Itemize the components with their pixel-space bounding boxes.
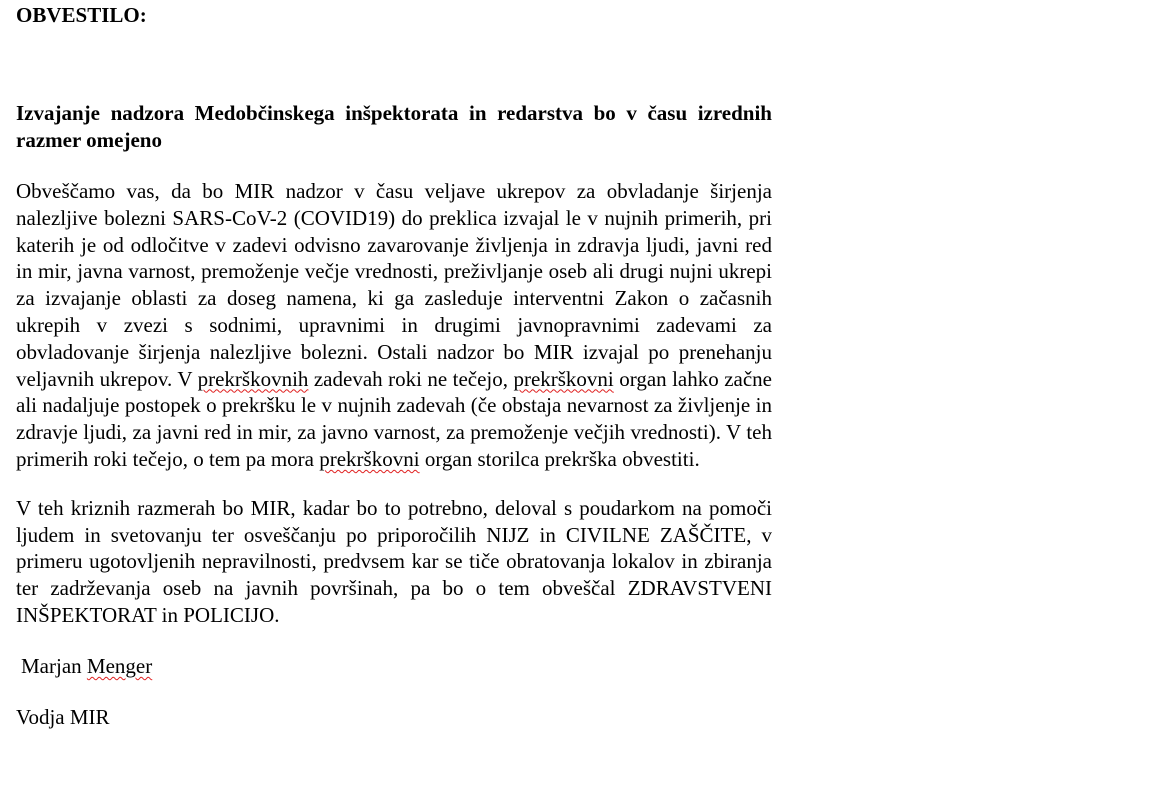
paragraph-1-text-a: Obveščamo vas, da bo MIR nadzor v času veljave ukrepov za obvladanje širjenja nalezljive bolezni SARS-CoV-2 (COVID19) do preklica izvajal le v nujnih primerih, pri katerih je od odločitve v zadevi odvisno zavarovanje življenja in zdravja ljudi, javni red in mir, javna varnost, premoženje večje vrednosti, preživljanje oseb ali drugi nujni ukrepi za izvajanje oblasti za doseg namena, ki ga zasleduje interventni Zakon o začasnih ukrepih v zvezi s sodnimi, upravnimi in drugimi javnopravnimi zadevami za obvladovanje širjenja nalezljive bolezni. Ostali nadzor bo MIR izvajal po prenehanju veljavnih ukrepov. V [16, 179, 772, 391]
paragraph-1 [16, 178, 772, 473]
document-page [16, 0, 772, 731]
signature-name [16, 653, 772, 680]
paragraph-2: V teh kriznih razmerah bo MIR, kadar bo to potrebno, deloval s poudarkom na pomoči ljudem in svetovanju ter osveščanju po priporočilih NIJZ in CIVILNE ZAŠČITE, v primeru ugotovljenih nepravilnosti, predvsem kar se tiče obratovanja lokalov in zbiranja ter zadrževanja oseb na javnih površinah, pa bo o tem obveščal ZDRAVSTVENI INŠPEKTORAT in POLICIJO. [16, 495, 772, 627]
document-headline: Izvajanje nadzora Medobčinskega inšpektorata in redarstva bo v času izrednih razmer omejeno [16, 101, 772, 152]
spelling-flagged-word: prekrškovni [513, 366, 614, 391]
paragraph-1-text-d: organ storilca prekrška obvestiti. [419, 446, 700, 471]
signature-title: Vodja MIR [16, 704, 110, 729]
paragraph-1-text-c: organ lahko začne ali nadaljuje postopek o prekršku le v nujnih zadevah (če obstaja nevarnost za življenje in zdravje ljudi, za javni red in mir, za javno varnost, za premoženje večjih vrednosti). V teh primerih roki tečejo, o tem pa mora [16, 366, 772, 471]
signature-first-name: Marjan [21, 653, 82, 678]
paragraph-1-text-b: zadevah roki ne tečejo, [308, 366, 514, 391]
spelling-flagged-word: prekrškovnih [197, 366, 309, 391]
signature-last-name: Menger [86, 653, 153, 678]
spelling-flagged-word: prekrškovni [319, 446, 420, 471]
notice-label: OBVESTILO: [16, 3, 147, 27]
